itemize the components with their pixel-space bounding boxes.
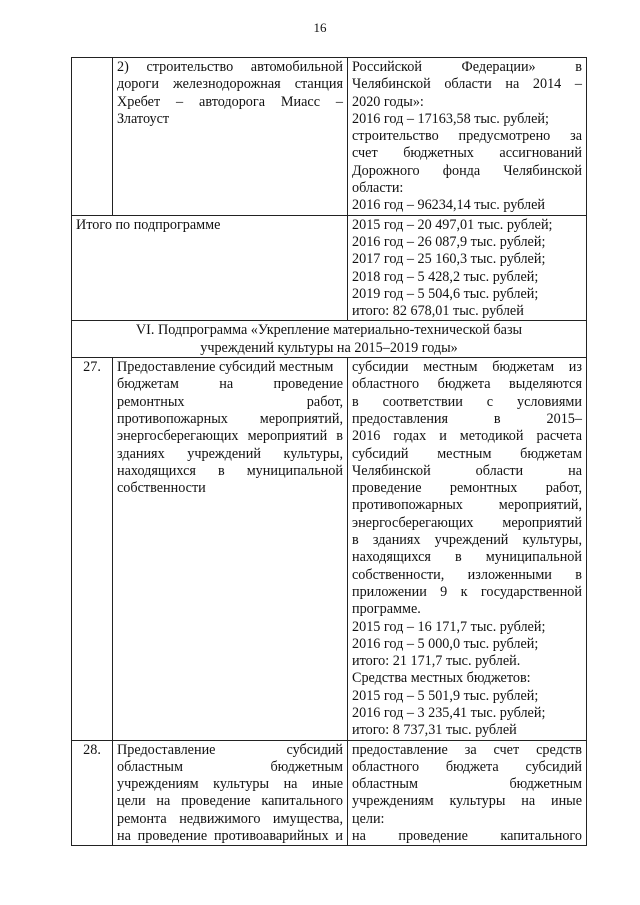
text-line: Хребет – автодорога Миасс – — [117, 93, 343, 110]
text-line: 2015 год – 20 497,01 тыс. рублей; — [352, 216, 553, 233]
text-line: Предоставление субсидий — [117, 741, 343, 758]
row-number: 28. — [72, 740, 113, 846]
text-line: на проведение капитального — [352, 828, 582, 845]
text-line: областным бюджетным — [352, 776, 582, 793]
row-number — [72, 58, 113, 216]
text-line: области: — [352, 180, 404, 197]
text-line: энергосберегающих мероприятий — [352, 514, 582, 531]
total-description — [348, 215, 587, 321]
text-line: ремонта недвижимого имущества, — [117, 810, 343, 827]
row-description — [348, 358, 587, 741]
text-line: итого: 8 737,31 тыс. рублей — [352, 722, 517, 739]
text-line: 2019 год – 5 504,6 тыс. рублей; — [352, 285, 539, 302]
text-line: 2017 год – 25 160,3 тыс. рублей; — [352, 251, 546, 268]
table-row — [72, 58, 587, 216]
section-heading-row — [72, 321, 587, 358]
text-line: находящихся в муниципальной — [352, 549, 582, 566]
table-row-total — [72, 215, 587, 321]
text-line: противопожарных мероприятий, — [352, 497, 582, 514]
text-line: предоставления в 2015– — [352, 410, 582, 427]
text-line: в зданиях учреждений культуры, — [352, 532, 582, 549]
text-line: зданиях учреждений культуры, — [117, 445, 343, 462]
text-line: предоставление за счет средств — [352, 741, 582, 758]
text-line: 2020 годы»: — [352, 93, 424, 110]
text-line: дороги железнодорожная станция — [117, 76, 343, 93]
section-heading — [72, 321, 587, 358]
text-line: программе. — [352, 601, 421, 618]
text-line: цели: — [352, 810, 385, 827]
text-line: субсидий местным бюджетам — [352, 445, 582, 462]
text-line: собственности, изложенными в — [352, 566, 582, 583]
row-number: 27. — [72, 358, 113, 741]
row-name — [113, 740, 348, 846]
text-line: 2018 год – 5 428,2 тыс. рублей; — [352, 268, 539, 285]
text-line: Челябинской области на 2014 – — [352, 76, 582, 93]
text-line: 2) строительство автомобильной — [117, 59, 343, 75]
row-description — [348, 740, 587, 846]
text-line: Предоставление субсидий местным — [117, 359, 334, 376]
text-line: Златоуст — [117, 110, 170, 127]
text-line: приложении 9 к государственной — [352, 583, 582, 600]
row-description — [348, 58, 587, 216]
text-line: ремонтных работ, — [117, 393, 343, 410]
row-name — [113, 58, 348, 216]
text-line: 2016 год – 96234,14 тыс. рублей — [352, 197, 545, 214]
text-line: счет бюджетных ассигнований — [352, 145, 582, 162]
page-number: 16 — [313, 20, 327, 35]
text-line: учреждений культуры на 2015–2019 годы» — [200, 339, 458, 356]
table-row — [72, 740, 587, 846]
text-line: областным бюджетным — [117, 758, 343, 775]
text-line: 2016 год – 5 000,0 тыс. рублей; — [352, 635, 539, 652]
text-line: учреждениям культуры на иные — [352, 793, 582, 810]
text-line: итого: 82 678,01 тыс. рублей — [352, 303, 524, 320]
text-line: находящихся в муниципальной — [117, 462, 343, 479]
text-line: учреждениям культуры на иные — [117, 776, 343, 793]
text-line: VI. Подпрограмма «Укрепление материально-технической базы — [135, 322, 523, 339]
text-line: итого: 21 171,7 тыс. рублей. — [352, 653, 521, 670]
text-line: областного бюджета субсидий — [352, 758, 582, 775]
text-line: собственности — [117, 480, 206, 497]
text-line: 2016 годах и методикой расчета — [352, 428, 582, 445]
text-line: Дорожного фонда Челябинской — [352, 162, 582, 179]
text-line: строительство предусмотрено за — [352, 128, 582, 145]
text-line: субсидии местным бюджетам из — [352, 359, 582, 376]
text-line: 2015 год – 5 501,9 тыс. рублей; — [352, 687, 539, 704]
text-line: Челябинской области на — [352, 462, 582, 479]
text-line: в соответствии с условиями — [352, 393, 582, 410]
text-line: проведение ремонтных работ, — [352, 480, 582, 497]
text-line: цели на проведение капитального — [117, 793, 343, 810]
text-line: противопожарных мероприятий, — [117, 410, 343, 427]
text-line: Средства местных бюджетов: — [352, 670, 531, 687]
row-name — [113, 358, 348, 741]
text-line: на проведение противоаварийных и — [117, 828, 343, 845]
text-line: Российской Федерации» в — [352, 59, 582, 75]
text-line: 2016 год – 26 087,9 тыс. рублей; — [352, 233, 546, 250]
total-label: Итого по подпрограмме — [72, 215, 348, 321]
text-line: бюджетам на проведение — [117, 376, 343, 393]
text-line: 2016 год – 3 235,41 тыс. рублей; — [352, 704, 546, 721]
text-line: 2016 год – 17163,58 тыс. рублей; — [352, 110, 549, 127]
text-line: областного бюджета выделяются — [352, 376, 582, 393]
text-line: энергосберегающих мероприятий в — [117, 428, 343, 445]
table-row — [72, 358, 587, 741]
text-line: 2015 год – 16 171,7 тыс. рублей; — [352, 618, 546, 635]
budget-table — [71, 57, 587, 846]
